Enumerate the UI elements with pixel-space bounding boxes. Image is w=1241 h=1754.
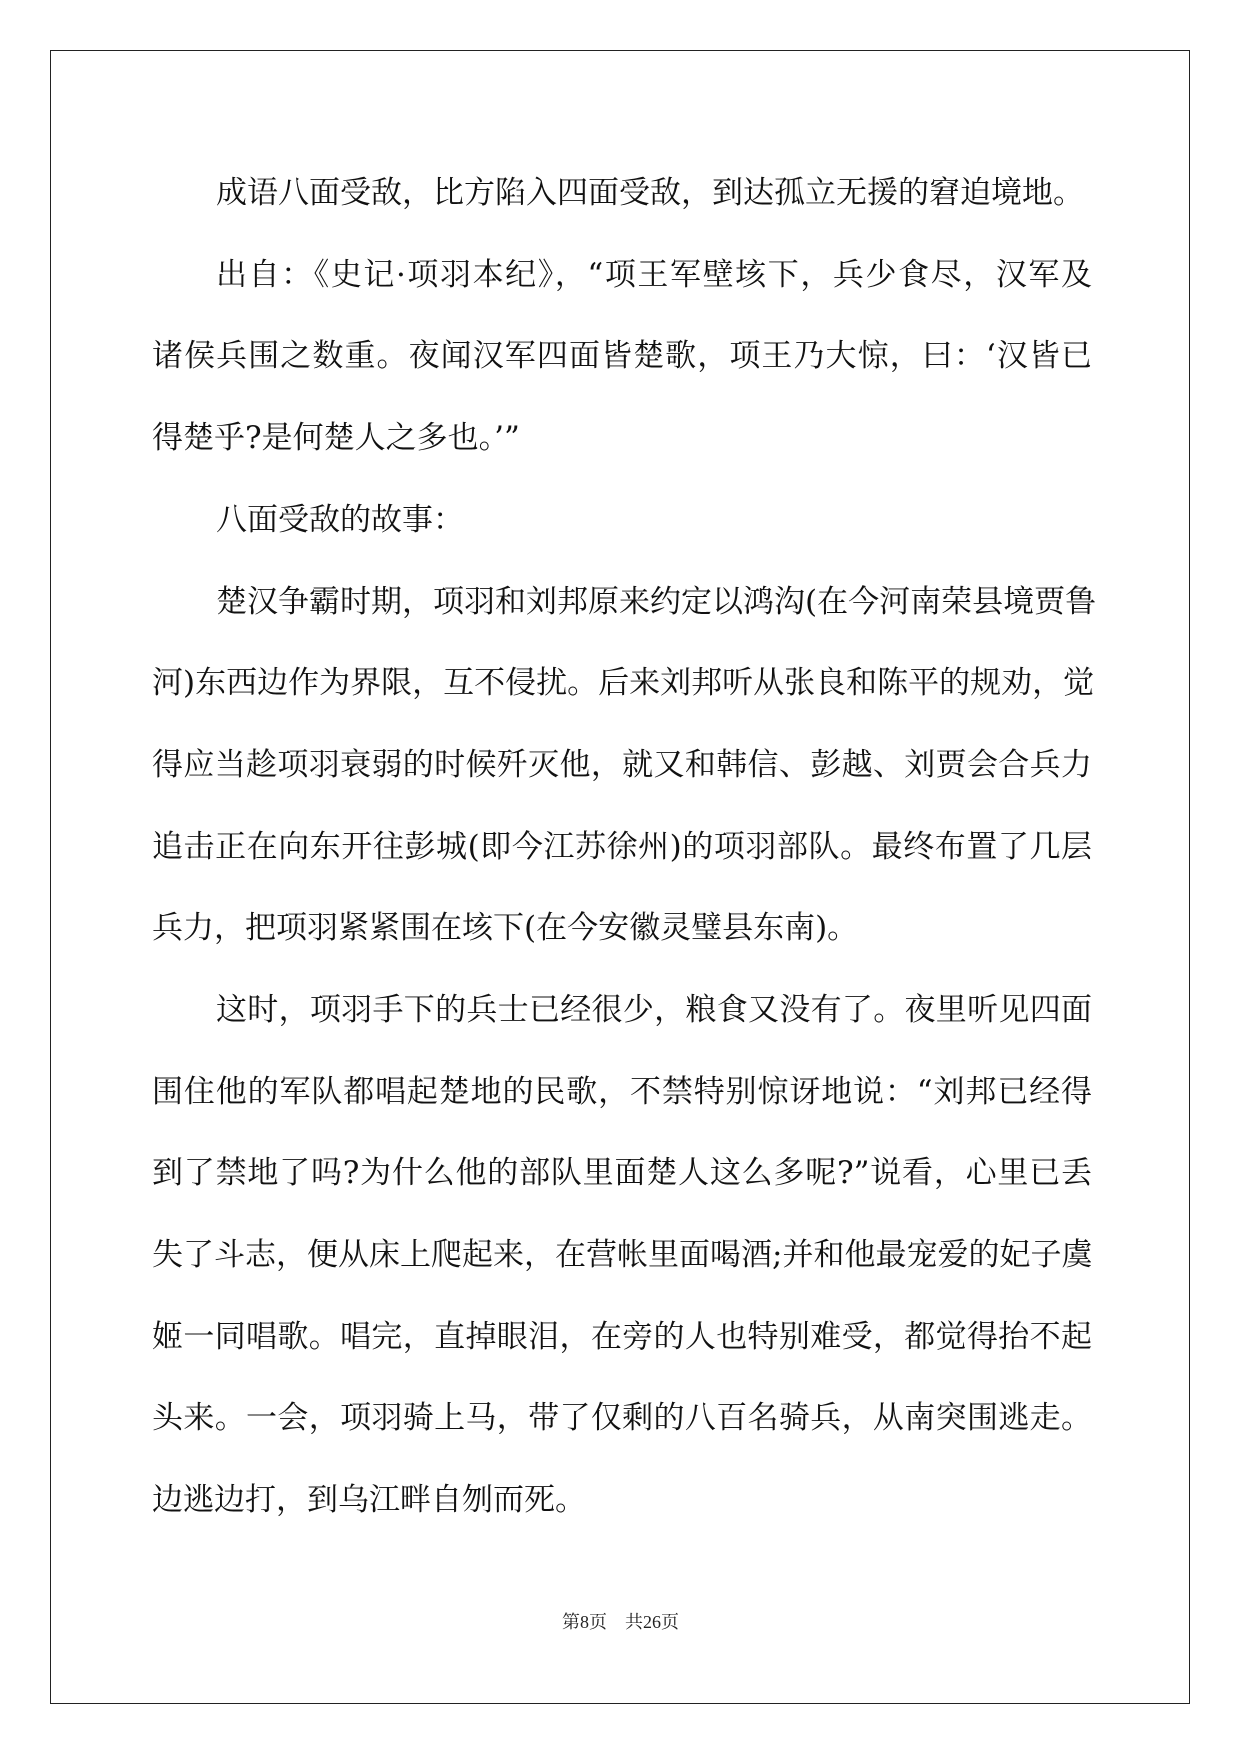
footer-total-number: 26 <box>643 1612 661 1632</box>
paragraph-4-line-3: 到了禁地了吗?为什么他的部队里面楚人这么多呢?”说看，心里已丢 <box>152 1155 1092 1191</box>
paragraph-2-line-3: 得楚乎?是何楚人之多也。’” <box>152 420 520 456</box>
paragraph-4-line-6: 头来。一会，项羽骑上马，带了仅剩的八百名骑兵，从南突围逃走。 <box>152 1400 1092 1436</box>
paragraph-3-line-4: 追击正在向东开往彭城(即今江苏徐州)的项羽部队。最终布置了几层 <box>152 829 1092 865</box>
footer-total-suffix: 页 <box>661 1612 679 1633</box>
footer-total-prefix: 共 <box>625 1612 643 1633</box>
footer-page-prefix: 第 <box>562 1612 580 1633</box>
paragraph-1-line-1: 成语八面受敌，比方陷入四面受敌，到达孤立无援的窘迫境地。 <box>216 175 1084 211</box>
paragraph-4-line-2: 围住他的军队都唱起楚地的民歌，不禁特别惊讶地说：“刘邦已经得 <box>152 1074 1092 1110</box>
paragraph-4-line-4: 失了斗志，便从床上爬起来，在营帐里面喝酒;并和他最宠爱的妃子虞 <box>152 1237 1093 1273</box>
paragraph-4-line-5: 姬一同唱歌。唱完，直掉眼泪，在旁的人也特别难受，都觉得抬不起 <box>152 1319 1092 1355</box>
paragraph-2-line-1: 出自：《史记·项羽本纪》，“项王军壁垓下，兵少食尽，汉军及 <box>216 257 1092 293</box>
paragraph-4-line-1: 这时，项羽手下的兵士已经很少，粮食又没有了。夜里听见四面 <box>216 992 1092 1028</box>
page-border <box>50 50 1190 1704</box>
paragraph-4-line-7: 边逃边打，到乌江畔自刎而死。 <box>152 1482 586 1518</box>
paragraph-3-line-5: 兵力，把项羽紧紧围在垓下(在今安徽灵璧县东南)。 <box>152 910 859 946</box>
paragraph-3-line-2: 河)东西边作为界限，互不侵扰。后来刘邦听从张良和陈平的规劝，觉 <box>152 665 1095 701</box>
page-footer <box>0 1610 1241 1635</box>
paragraph-3-line-1: 楚汉争霸时期，项羽和刘邦原来约定以鸿沟(在今河南荣县境贾鲁 <box>216 584 1097 620</box>
section-heading: 八面受敌的故事： <box>216 502 464 538</box>
paragraph-2-line-2: 诸侯兵围之数重。夜闻汉军四面皆楚歌，项王乃大惊，曰：‘汉皆已 <box>152 338 1092 374</box>
paragraph-3-line-3: 得应当趁项羽衰弱的时候歼灭他，就又和韩信、彭越、刘贾会合兵力 <box>152 747 1092 783</box>
footer-page-number: 8 <box>580 1612 589 1632</box>
footer-page-suffix: 页 <box>589 1612 607 1633</box>
